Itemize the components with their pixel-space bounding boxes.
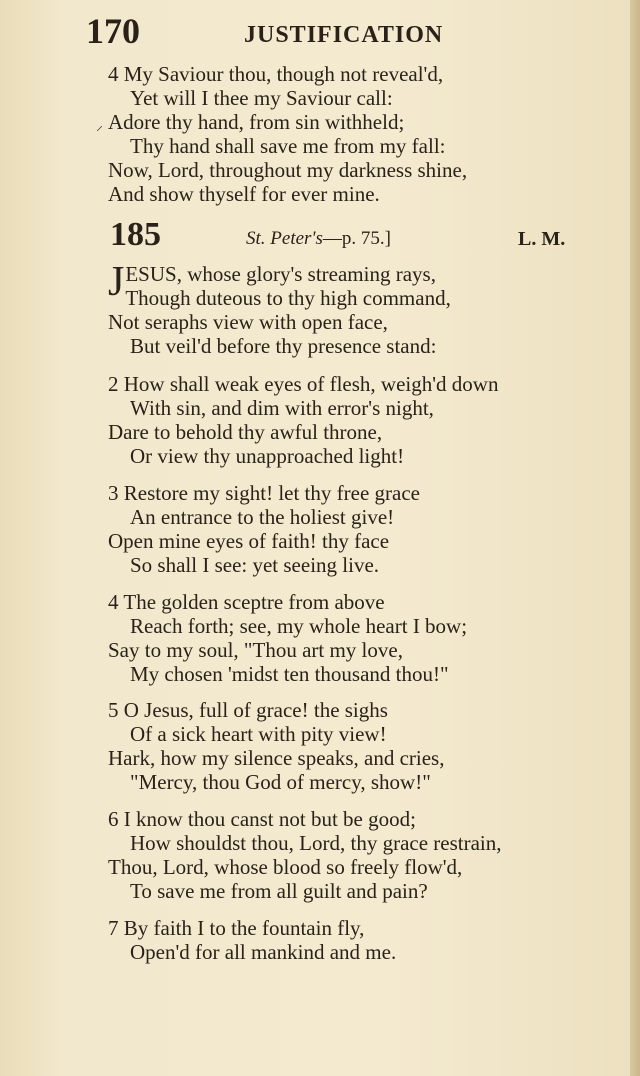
page-header xyxy=(86,10,486,56)
verse-line: Or view thy unapproached light! xyxy=(130,444,405,468)
verse-line: Now, Lord, throughout my darkness shine, xyxy=(108,158,468,182)
meter: L. M. xyxy=(518,228,566,250)
verse-line: Reach forth; see, my whole heart I bow; xyxy=(130,614,468,638)
verse-line: And show thyself for ever mine. xyxy=(108,182,380,206)
tune-name: St. Peter's xyxy=(246,228,323,249)
verse-1 xyxy=(108,259,628,358)
verse-line: Yet will I thee my Saviour call: xyxy=(130,86,393,110)
drop-cap: J xyxy=(108,259,125,305)
hymn-heading xyxy=(110,216,590,256)
verse-line: Adore thy hand, from sin withheld; xyxy=(108,110,405,134)
verse-line: Say to my soul, "Thou art my love, xyxy=(108,638,403,662)
verse-line: Of a sick heart with pity view! xyxy=(130,722,387,746)
verse-line: With sin, and dim with error's night, xyxy=(130,396,434,420)
verse-line: Open'd for all mankind and me. xyxy=(130,940,397,964)
verse-line: 7 By faith I to the fountain fly, xyxy=(108,916,365,940)
verse-line: Thou, Lord, whose blood so freely flow'd, xyxy=(108,855,463,879)
verse-line: 4 The golden sceptre from above xyxy=(108,590,385,614)
hymn-number: 185 xyxy=(110,216,161,253)
page-number: 170 xyxy=(86,11,140,51)
verse-7 xyxy=(108,916,628,964)
verse-line: Hark, how my silence speaks, and cries, xyxy=(108,746,445,770)
verse-line: To save me from all guilt and pain? xyxy=(130,879,428,903)
verse-line: Though duteous to thy high command, xyxy=(125,286,451,310)
verse-line: Open mine eyes of faith! thy face xyxy=(108,529,390,553)
verse-line: So shall I see: yet seeing live. xyxy=(130,553,380,577)
margin-tick-mark: ⸝ xyxy=(96,118,103,134)
verse-line: "Mercy, thou God of mercy, show!" xyxy=(130,770,431,794)
page-edge xyxy=(630,0,640,1076)
verse-line: 5 O Jesus, full of grace! the sighs xyxy=(108,698,388,722)
verse-line: Not seraphs view with open face, xyxy=(108,310,388,334)
verse-line: 3 Restore my sight! let thy free grace xyxy=(108,481,420,505)
verse-4 xyxy=(108,590,628,686)
tune-page: —p. 75.] xyxy=(322,228,391,249)
verse-line: Dare to behold thy awful throne, xyxy=(108,420,383,444)
verse-line: An entrance to the holiest give! xyxy=(130,505,395,529)
previous-hymn-verse xyxy=(108,62,628,206)
verse-line: ESUS, whose glory's streaming rays, xyxy=(125,262,436,286)
verse-6 xyxy=(108,807,628,903)
verse-line: How shouldst thou, Lord, thy grace restrain, xyxy=(130,831,502,855)
running-head: JUSTIFICATION xyxy=(244,22,444,48)
verse-3 xyxy=(108,481,628,577)
verse-line: 4 My Saviour thou, though not reveal'd, xyxy=(108,62,444,86)
verse-line: 2 How shall weak eyes of flesh, weigh'd down xyxy=(108,372,499,396)
verse-line: My chosen 'midst ten thousand thou!" xyxy=(130,662,449,686)
tune-reference xyxy=(246,228,391,250)
verse-line: But veil'd before thy presence stand: xyxy=(130,334,437,358)
verse-line: Thy hand shall save me from my fall: xyxy=(130,134,446,158)
verse-5 xyxy=(108,698,628,794)
verse-line: 6 I know thou canst not but be good; xyxy=(108,807,416,831)
verse-2 xyxy=(108,372,628,468)
